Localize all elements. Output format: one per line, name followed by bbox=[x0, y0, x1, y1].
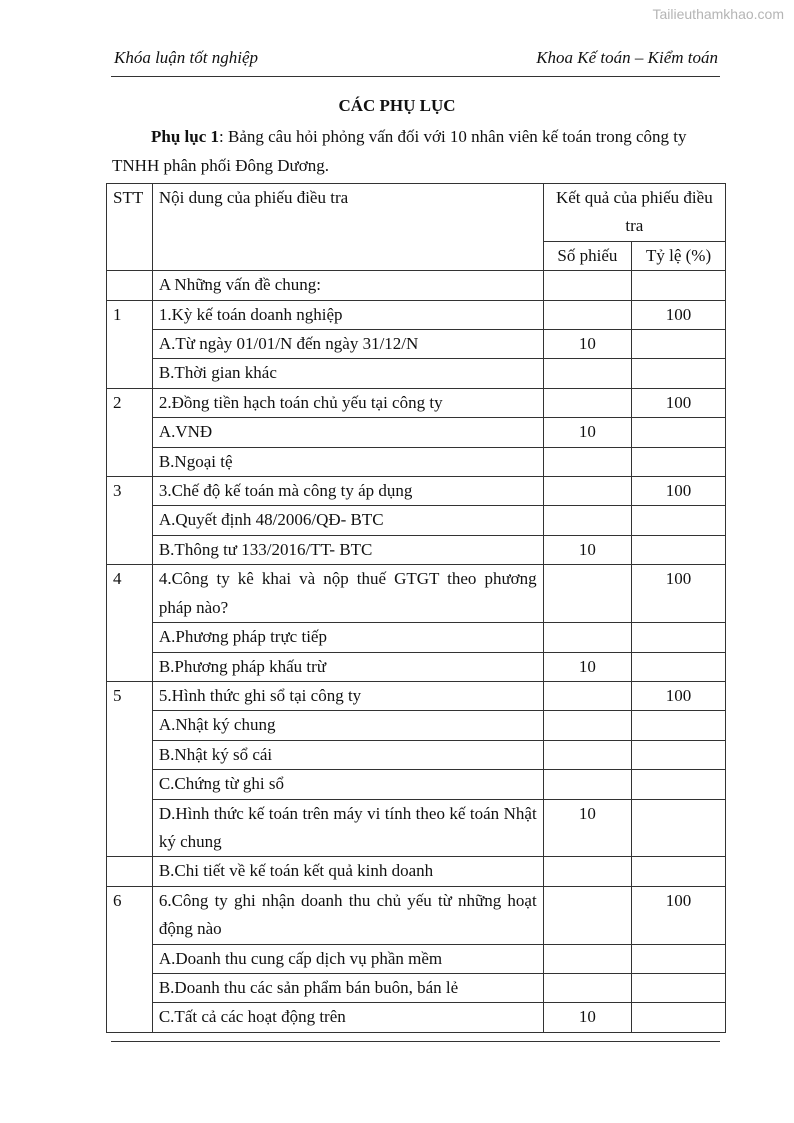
option-rate bbox=[632, 1003, 726, 1032]
option-count: 10 bbox=[543, 1003, 631, 1032]
option-rate bbox=[632, 506, 726, 535]
option-text: D.Hình thức kế toán trên máy vi tính theo kế toán Nhật ký chung bbox=[152, 799, 543, 857]
question-row bbox=[107, 477, 726, 506]
question-stt: 1 bbox=[107, 300, 153, 388]
option-text: A.Quyết định 48/2006/QĐ- BTC bbox=[152, 506, 543, 535]
question-text: 3.Chế độ kế toán mà công ty áp dụng bbox=[152, 477, 543, 506]
option-rate bbox=[632, 418, 726, 447]
question-count bbox=[543, 565, 631, 623]
option-count bbox=[543, 623, 631, 652]
option-count bbox=[543, 740, 631, 769]
option-count: 10 bbox=[543, 652, 631, 681]
option-text: A.Phương pháp trực tiếp bbox=[152, 623, 543, 652]
option-text: A.Doanh thu cung cấp dịch vụ phần mềm bbox=[152, 944, 543, 973]
question-count bbox=[543, 886, 631, 944]
option-row bbox=[107, 535, 726, 564]
option-row bbox=[107, 711, 726, 740]
option-count: 10 bbox=[543, 799, 631, 857]
watermark: Tailieuthamkhao.com bbox=[652, 6, 784, 22]
option-row bbox=[107, 506, 726, 535]
option-row bbox=[107, 770, 726, 799]
question-row bbox=[107, 300, 726, 329]
option-rate bbox=[632, 535, 726, 564]
option-count: 10 bbox=[543, 535, 631, 564]
option-text: C.Tất cả các hoạt động trên bbox=[152, 1003, 543, 1032]
option-count bbox=[543, 359, 631, 388]
option-row bbox=[107, 623, 726, 652]
question-text: 2.Đồng tiền hạch toán chủ yếu tại công ty bbox=[152, 388, 543, 417]
option-row bbox=[107, 799, 726, 857]
question-text: 5.Hình thức ghi sổ tại công ty bbox=[152, 681, 543, 710]
option-rate bbox=[632, 711, 726, 740]
question-stt: 6 bbox=[107, 886, 153, 1032]
option-count bbox=[543, 506, 631, 535]
option-row bbox=[107, 418, 726, 447]
question-count bbox=[543, 857, 631, 886]
section-count bbox=[543, 271, 631, 300]
survey-table bbox=[106, 183, 726, 1033]
question-rate: 100 bbox=[632, 477, 726, 506]
option-text: A.Từ ngày 01/01/N đến ngày 31/12/N bbox=[152, 330, 543, 359]
option-row bbox=[107, 740, 726, 769]
header-result: Kết quả của phiếu điều tra bbox=[543, 184, 725, 242]
question-row bbox=[107, 886, 726, 944]
option-rate bbox=[632, 330, 726, 359]
header-stt: STT bbox=[107, 184, 153, 271]
question-row bbox=[107, 388, 726, 417]
question-stt: 4 bbox=[107, 565, 153, 682]
question-row bbox=[107, 857, 726, 886]
option-text: B.Ngoại tệ bbox=[152, 447, 543, 476]
intro-text-line2: TNHH phân phối Đông Dương. bbox=[112, 156, 329, 175]
question-text: B.Chi tiết về kế toán kết quả kinh doanh bbox=[152, 857, 543, 886]
question-stt: 5 bbox=[107, 681, 153, 856]
header-rate: Tỷ lệ (%) bbox=[632, 241, 726, 270]
question-count bbox=[543, 388, 631, 417]
question-row bbox=[107, 681, 726, 710]
intro-text-line1: : Bảng câu hỏi phỏng vấn đối với 10 nhân viên kế toán trong công ty bbox=[219, 127, 687, 146]
option-row bbox=[107, 973, 726, 1002]
option-rate bbox=[632, 447, 726, 476]
option-count bbox=[543, 944, 631, 973]
question-stt: 2 bbox=[107, 388, 153, 476]
option-text: A.Nhật ký chung bbox=[152, 711, 543, 740]
question-rate: 100 bbox=[632, 300, 726, 329]
option-rate bbox=[632, 944, 726, 973]
appendix-label: Phụ lục 1 bbox=[151, 127, 220, 146]
question-rate: 100 bbox=[632, 388, 726, 417]
option-count: 10 bbox=[543, 418, 631, 447]
option-rate bbox=[632, 359, 726, 388]
question-rate bbox=[632, 857, 726, 886]
option-count bbox=[543, 770, 631, 799]
header-content: Nội dung của phiếu điều tra bbox=[152, 184, 543, 271]
question-row bbox=[107, 565, 726, 623]
section-row bbox=[107, 271, 726, 300]
table-header-row bbox=[107, 184, 726, 242]
option-rate bbox=[632, 740, 726, 769]
option-rate bbox=[632, 973, 726, 1002]
question-count bbox=[543, 477, 631, 506]
option-row bbox=[107, 652, 726, 681]
option-row bbox=[107, 330, 726, 359]
option-rate bbox=[632, 623, 726, 652]
option-text: A.VNĐ bbox=[152, 418, 543, 447]
section-stt bbox=[107, 271, 153, 300]
option-text: B.Doanh thu các sản phẩm bán buôn, bán lẻ bbox=[152, 973, 543, 1002]
option-text: B.Phương pháp khấu trừ bbox=[152, 652, 543, 681]
question-rate: 100 bbox=[632, 565, 726, 623]
option-row bbox=[107, 359, 726, 388]
page-title: CÁC PHỤ LỤC bbox=[338, 96, 456, 115]
option-count bbox=[543, 711, 631, 740]
running-header-right: Khoa Kế toán – Kiểm toán bbox=[536, 48, 718, 67]
option-text: B.Thông tư 133/2016/TT- BTC bbox=[152, 535, 543, 564]
option-text: B.Nhật ký sổ cái bbox=[152, 740, 543, 769]
option-row bbox=[107, 1003, 726, 1032]
question-rate: 100 bbox=[632, 886, 726, 944]
option-rate bbox=[632, 770, 726, 799]
option-rate bbox=[632, 799, 726, 857]
question-count bbox=[543, 300, 631, 329]
question-rate: 100 bbox=[632, 681, 726, 710]
option-row bbox=[107, 447, 726, 476]
question-text: 1.Kỳ kế toán doanh nghiệp bbox=[152, 300, 543, 329]
header-divider bbox=[111, 76, 720, 77]
section-rate bbox=[632, 271, 726, 300]
question-stt: 3 bbox=[107, 477, 153, 565]
option-count: 10 bbox=[543, 330, 631, 359]
option-count bbox=[543, 447, 631, 476]
running-header-left: Khóa luận tốt nghiệp bbox=[114, 48, 259, 67]
option-rate bbox=[632, 652, 726, 681]
intro-paragraph bbox=[112, 122, 718, 180]
option-row bbox=[107, 944, 726, 973]
option-text: C.Chứng từ ghi sổ bbox=[152, 770, 543, 799]
option-text: B.Thời gian khác bbox=[152, 359, 543, 388]
footer-divider bbox=[111, 1041, 720, 1042]
question-text: 6.Công ty ghi nhận doanh thu chủ yếu từ những hoạt động nào bbox=[152, 886, 543, 944]
section-title: A Những vấn đề chung: bbox=[152, 271, 543, 300]
header-count: Số phiếu bbox=[543, 241, 631, 270]
question-text: 4.Công ty kê khai và nộp thuế GTGT theo phương pháp nào? bbox=[152, 565, 543, 623]
question-count bbox=[543, 681, 631, 710]
question-stt bbox=[107, 857, 153, 886]
option-count bbox=[543, 973, 631, 1002]
